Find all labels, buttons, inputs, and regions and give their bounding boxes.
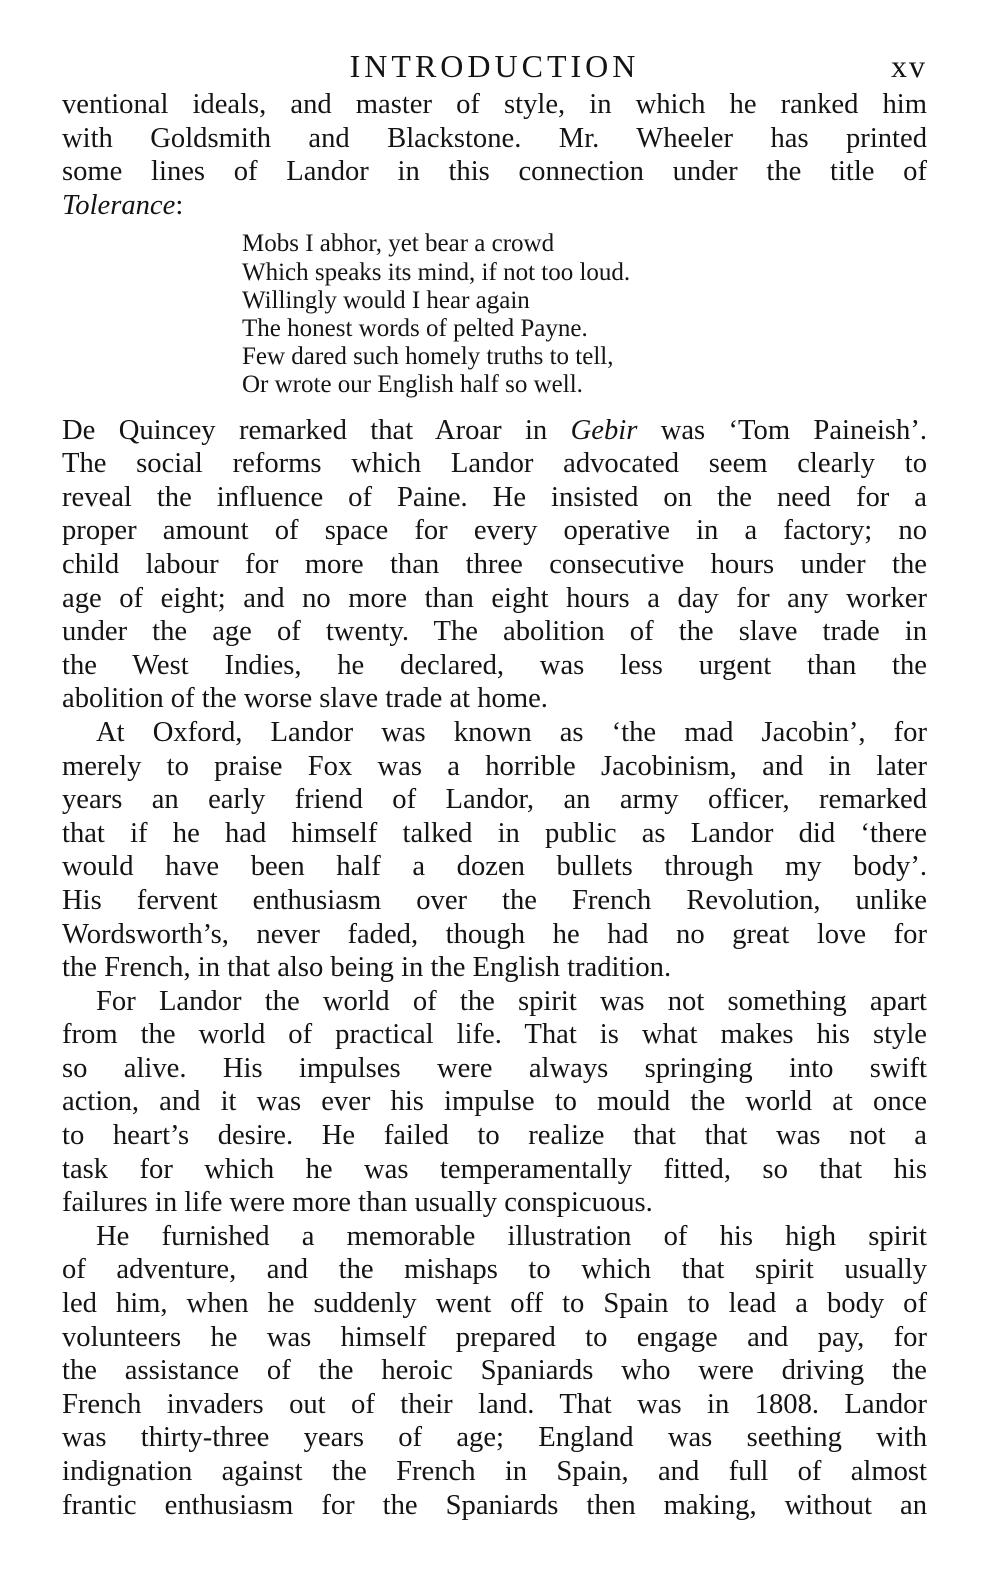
poem-line: Mobs I abhor, yet bear a crowd	[242, 230, 555, 258]
running-head	[62, 40, 927, 88]
text-line: to heart’s desire. He failed to realize that that was not a	[62, 1120, 927, 1152]
text-segment: De Quincey remarked that Aroar in	[62, 414, 571, 446]
text-line: task for which he was temperamentally fitted, so that his	[62, 1153, 927, 1185]
paragraph-oxford	[62, 716, 927, 750]
paragraph-spirit	[62, 985, 927, 1019]
paragraph-oxford-cont	[62, 750, 927, 985]
text-line: reveal the influence of Paine. He insisted on the need for a	[62, 481, 927, 513]
text-line: indignation against the French in Spain, and full of almost	[62, 1456, 927, 1487]
text-line: failures in life were more than usually conspicuous.	[62, 1187, 653, 1219]
text-line: The social reforms which Landor advocated seem clearly to	[62, 448, 927, 480]
poem-line: Willingly would I hear again	[242, 286, 530, 314]
text-line: action, and it was ever his impulse to mould the world at once	[62, 1086, 927, 1118]
text-line: merely to praise Fox was a horrible Jacobinism, and in later	[62, 750, 927, 782]
work-title-gebir: Gebir	[570, 414, 638, 446]
paragraph-opening	[62, 88, 927, 222]
text-line	[62, 189, 927, 223]
poem-line: The honest words of pelted Payne.	[242, 314, 588, 342]
text-line: the West Indies, he declared, was less urgent than the	[62, 649, 927, 681]
text-line: with Goldsmith and Blackstone. Mr. Wheeler has printed	[62, 122, 927, 154]
text-line: frantic enthusiasm for the Spaniards then making, without an	[62, 1489, 927, 1521]
poem-title-colon: :	[175, 189, 184, 221]
body-text	[62, 88, 927, 1522]
text-line: abolition of the worse slave trade at home.	[62, 683, 548, 715]
poem-block	[242, 230, 927, 399]
paragraph-spirit-cont	[62, 1018, 927, 1220]
text-line: the assistance of the heroic Spaniards who were driving the	[62, 1355, 927, 1387]
text-line: Wordsworth’s, never faded, though he had no great love for	[62, 918, 927, 950]
book-page	[62, 40, 927, 1522]
text-line: was thirty-three years of age; England was seething with	[62, 1422, 927, 1454]
paragraph-de-quincey	[62, 414, 927, 716]
text-line: child labour for more than three consecutive hours under the	[62, 548, 927, 580]
text-line: proper amount of space for every operative in a factory; no	[62, 515, 927, 547]
poem-line: Few dared such homely truths to tell,	[242, 343, 614, 371]
text-line: led him, when he suddenly went off to Spain to lead a body of	[62, 1288, 927, 1320]
page-number: xv	[891, 48, 927, 84]
text-line: the French, in that also being in the English tradition.	[62, 952, 672, 984]
poem-line: Which speaks its mind, if not too loud.	[242, 258, 631, 286]
poem-line: Or wrote our English half so well.	[242, 371, 583, 399]
text-line: under the age of twenty. The abolition of the slave trade in	[62, 616, 927, 648]
text-line: At Oxford, Landor was known as ‘the mad Jacobin’, for	[96, 716, 927, 748]
text-line: that if he had himself talked in public as Landor did ‘there	[62, 817, 927, 849]
paragraph-spain-cont	[62, 1253, 927, 1522]
text-line: years an early friend of Landor, an army officer, remarked	[62, 784, 927, 816]
text-line: of adventure, and the mishaps to which that spirit usually	[62, 1254, 927, 1286]
chapter-title: INTRODUCTION	[349, 48, 640, 84]
text-line	[62, 414, 927, 448]
text-line: from the world of practical life. That is what makes his style	[62, 1019, 927, 1051]
text-line: some lines of Landor in this connection under the title of	[62, 156, 927, 188]
text-line: ventional ideals, and master of style, in which he ranked him	[62, 89, 927, 120]
paragraph-spain	[62, 1220, 927, 1254]
text-segment: was ‘Tom Paineish’.	[637, 414, 927, 446]
text-line: He furnished a memorable illustration of his high spirit	[96, 1220, 927, 1252]
text-line: volunteers he was himself prepared to engage and pay, for	[62, 1321, 927, 1353]
text-line: His fervent enthusiasm over the French Revolution, unlike	[62, 884, 927, 916]
text-line: would have been half a dozen bullets through my body’.	[62, 851, 927, 883]
text-line: For Landor the world of the spirit was not something apart	[96, 985, 927, 1017]
poem-title: Tolerance	[62, 189, 176, 221]
text-line: age of eight; and no more than eight hours a day for any worker	[62, 582, 927, 614]
text-line: so alive. His impulses were always springing into swift	[62, 1052, 927, 1084]
text-line: French invaders out of their land. That was in 1808. Landor	[62, 1388, 927, 1420]
